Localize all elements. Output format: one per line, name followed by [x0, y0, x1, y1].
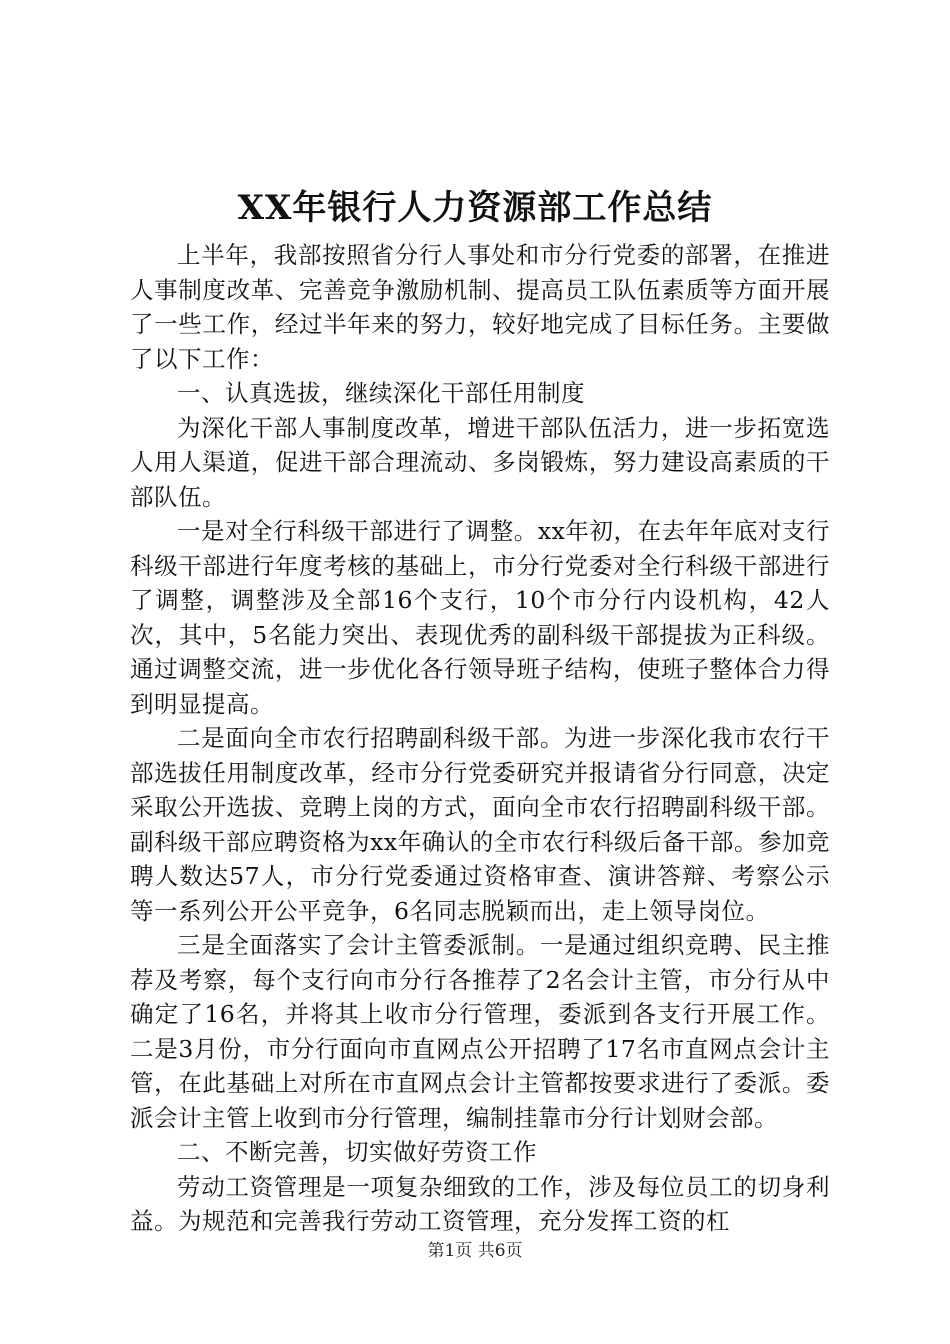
document-title: XX年银行人力资源部工作总结 — [237, 188, 713, 228]
paragraph: 一是对全行科级干部进行了调整。xx年初，在去年年底对支行科级干部进行年度考核的基础上，市分行党委对全行科级干部进行了调整，调整涉及全部16个支行，10个市分行内设机构，42人次，其中，5名能力突出、表现优秀的副科级干部提拔为正科级。通过调整交流，进一步优化各行领导班子结构，使班子整体合力得到明显提高。 — [130, 517, 830, 718]
paragraph-intro: 上半年，我部按照省分行人事处和市分行党委的部署，在推进人事制度改革、完善竞争激励机制、提高员工队伍素质等方面开展了一些工作，经过半年来的努力，较好地完成了目标任务。主要做了以下工作： — [130, 241, 830, 373]
page-number-footer: 第1页 共6页 — [427, 1241, 523, 1261]
paragraph: 为深化干部人事制度改革，增进干部队伍活力，进一步拓宽选人用人渠道，促进干部合理流动、多岗锻炼，努力建设高素质的干部队伍。 — [130, 413, 830, 511]
paragraph: 三是全面落实了会计主管委派制。一是通过组织竞聘、民主推荐及考察，每个支行向市分行各推荐了2名会计主管，市分行从中确定了16名，并将其上收市分行管理，委派到各支行开展工作。二是3月份，市分行面向市直网点公开招聘了17名市直网点会计主管，在此基础上对所在市直网点会计主管都按要求进行了委派。委派会计主管上收到市分行管理，编制挂靠市分行计划财会部。 — [130, 931, 830, 1132]
document-body — [130, 238, 830, 1239]
section-heading-2: 二、不断完善，切实做好劳资工作 — [177, 1138, 537, 1166]
paragraph: 二是面向全市农行招聘副科级干部。为进一步深化我市农行干部选拔任用制度改革，经市分行党委研究并报请省分行同意，决定采取公开选拔、竞聘上岗的方式，面向全市农行招聘副科级干部。副科级干部应聘资格为xx年确认的全市农行科级后备干部。参加竞聘人数达57人，市分行党委通过资格审查、演讲答辩、考察公示等一系列公开公平竞争，6名同志脱颖而出，走上领导岗位。 — [130, 724, 830, 925]
section-heading-1: 一、认真选拔，继续深化干部任用制度 — [177, 379, 585, 407]
paragraph: 劳动工资管理是一项复杂细致的工作，涉及每位员工的切身利益。为规范和完善我行劳动工资管理，充分发挥工资的杠 — [130, 1172, 830, 1235]
